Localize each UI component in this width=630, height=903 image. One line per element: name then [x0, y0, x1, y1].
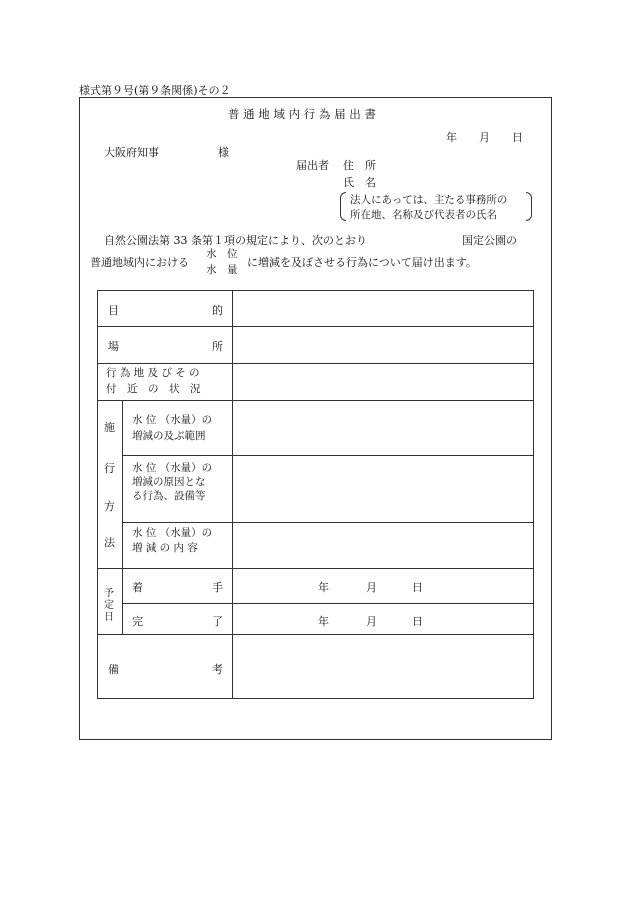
left-bracket — [340, 192, 346, 221]
addressee: 大阪府知事 — [104, 146, 159, 159]
row-line — [122, 455, 533, 456]
end-label-b: 了 — [212, 615, 223, 628]
purpose-label-a: 目 — [108, 304, 119, 317]
remarks-label-b: 考 — [212, 663, 223, 676]
applicant-label: 届出者 — [296, 159, 329, 172]
place-label-a: 場 — [108, 340, 119, 353]
name-label: 氏 名 — [343, 176, 376, 189]
row-line — [98, 400, 533, 401]
cause-line-3: る行為、設備等 — [132, 490, 206, 502]
row-line — [122, 522, 533, 523]
body-line-2-left: 普通地域内における — [90, 256, 189, 269]
row-line — [98, 363, 533, 364]
application-table — [97, 290, 534, 699]
cause-line-2: 増減の原因とな — [132, 476, 206, 488]
method-char-2: 行 — [104, 462, 115, 475]
schedule-char-2: 定 — [104, 600, 114, 611]
row-line — [122, 603, 533, 604]
range-line-2: 増減の及ぶ範囲 — [132, 430, 206, 442]
corporation-note — [340, 192, 532, 221]
end-day: 日 — [412, 615, 423, 628]
situation-line-1: 行 為 地 及 び そ の — [106, 367, 200, 379]
row-line — [98, 634, 533, 635]
schedule-char-3: 日 — [104, 612, 114, 623]
body-line-1-right: 国定公園の — [462, 234, 517, 247]
corp-note-line-1: 法人にあっては、主たる事務所の — [350, 194, 508, 206]
date-line: 年 月 日 — [446, 131, 523, 144]
start-day: 日 — [412, 581, 423, 594]
start-year: 年 — [318, 581, 329, 594]
end-label-a: 完 — [132, 615, 143, 628]
corp-note-line-2: 所在地、名称及び代表者の氏名 — [350, 209, 497, 221]
stack-water-level: 水 位 — [206, 248, 238, 260]
place-label-b: 所 — [212, 340, 223, 353]
right-bracket — [526, 192, 532, 221]
table-divider-main — [232, 291, 233, 698]
form-title: 普 通 地 域 内 行 為 届 出 書 — [228, 107, 376, 121]
purpose-label-b: 的 — [212, 304, 223, 317]
address-label: 住 所 — [343, 159, 376, 172]
honorific-sama: 様 — [218, 146, 229, 159]
table-divider-sub — [122, 400, 123, 634]
cause-line-1: 水 位 （水量）の — [132, 462, 213, 474]
row-line — [98, 326, 533, 327]
content-line-2: 増 減 の 内 容 — [132, 542, 198, 554]
start-label-b: 手 — [212, 581, 223, 594]
body-line-2-right: に増減を及ぼさせる行為について届け出ます。 — [247, 256, 477, 269]
method-char-1: 施 — [104, 421, 115, 434]
remarks-label-a: 備 — [108, 663, 119, 676]
start-label-a: 着 — [132, 581, 143, 594]
method-char-3: 方 — [104, 500, 115, 513]
end-month: 月 — [366, 615, 377, 628]
content-line-1: 水 位 （水量）の — [132, 527, 213, 539]
range-line-1: 水 位 （水量）の — [132, 414, 213, 426]
body-line-1-left: 自然公園法第 33 条第１項の規定により、次のとおり — [104, 234, 367, 247]
row-line — [98, 568, 533, 569]
form-number: 様式第９号(第９条関係)その２ — [79, 84, 231, 97]
stack-water-volume: 水 量 — [206, 264, 238, 276]
start-month: 月 — [366, 581, 377, 594]
end-year: 年 — [318, 615, 329, 628]
method-char-4: 法 — [104, 536, 115, 549]
schedule-char-1: 予 — [104, 588, 114, 599]
situation-line-2: 付 近 の 状 況 — [106, 383, 201, 395]
